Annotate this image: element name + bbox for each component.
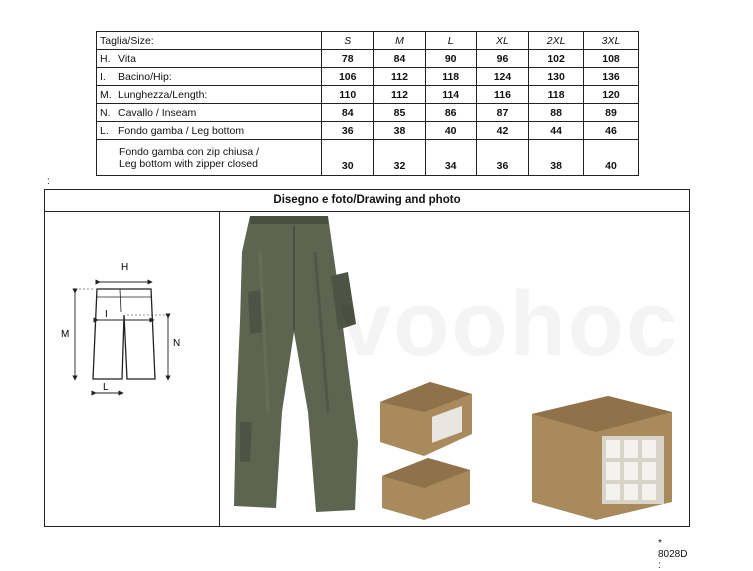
table-cell: 34 (425, 140, 476, 176)
table-cell: 136 (584, 68, 639, 86)
product-code: * 8028D : (658, 538, 688, 571)
table-row (97, 122, 639, 140)
row-label (97, 86, 322, 104)
row-label (97, 122, 322, 140)
table-cell: 106 (322, 68, 374, 86)
label-m: M (61, 329, 70, 340)
table-cell: 88 (529, 104, 584, 122)
row-index: N. (100, 106, 111, 119)
size-header: S (322, 32, 374, 50)
table-row (97, 86, 639, 104)
table-cell: 30 (322, 140, 374, 176)
section-title: Disegno e foto/Drawing and photo (45, 190, 689, 212)
size-table (96, 31, 639, 176)
table-cell: 118 (529, 86, 584, 104)
table-cell: 124 (476, 68, 528, 86)
table-cell: 46 (584, 122, 639, 140)
table-cell: 40 (425, 122, 476, 140)
row-index: M. (100, 88, 112, 101)
row-index: H. (100, 52, 111, 65)
row-name: Cavallo / Inseam (118, 106, 197, 119)
table-cell: 44 (529, 122, 584, 140)
table-cell: 102 (529, 50, 584, 68)
pants-measure-diagram (45, 212, 219, 527)
table-header-row (97, 32, 639, 50)
table-row (97, 104, 639, 122)
table-cell: 42 (476, 122, 528, 140)
table-row (97, 68, 639, 86)
table-cell: 118 (425, 68, 476, 86)
table-cell: 120 (584, 86, 639, 104)
row-name: Lunghezza/Length: (118, 88, 208, 101)
stray-colon: : (47, 176, 50, 187)
display-carton (532, 396, 672, 520)
single-box-bottom (382, 458, 470, 520)
table-cell: 87 (476, 104, 528, 122)
table-cell: 36 (476, 140, 528, 176)
label-l: L (103, 382, 109, 393)
table-cell: 40 (584, 140, 639, 176)
table-cell: 78 (322, 50, 374, 68)
drawing-photo-section (44, 189, 690, 571)
table-cell: 116 (476, 86, 528, 104)
row-label (97, 140, 322, 176)
size-header: XL (476, 32, 528, 50)
label-h: H (121, 262, 129, 273)
table-cell: 108 (584, 50, 639, 68)
table-cell: 84 (374, 50, 425, 68)
header-label: Taglia/Size: (97, 32, 322, 50)
table-cell: 38 (374, 122, 425, 140)
table-cell: 112 (374, 86, 425, 104)
row-index: I. (100, 70, 106, 83)
technical-drawing (45, 212, 219, 527)
table-cell: 90 (425, 50, 476, 68)
table-cell: 85 (374, 104, 425, 122)
table-cell: 110 (322, 86, 374, 104)
size-header: 2XL (529, 32, 584, 50)
pants-photo (234, 216, 358, 512)
row-index: L. (100, 124, 109, 137)
table-row (97, 50, 639, 68)
row-name-line1: Fondo gamba con zip chiusa / (119, 145, 260, 158)
table-cell: 32 (374, 140, 425, 176)
table-cell: 96 (476, 50, 528, 68)
size-header: 3XL (584, 32, 639, 50)
table-cell: 36 (322, 122, 374, 140)
size-header: M (374, 32, 425, 50)
single-box-top (380, 382, 472, 456)
row-name-line2: Leg bottom with zipper closed (119, 157, 258, 170)
table-cell: 84 (322, 104, 374, 122)
product-photos (220, 212, 690, 527)
table-row (97, 140, 639, 176)
row-label (97, 68, 322, 86)
row-label (97, 50, 322, 68)
product-photo-area (220, 212, 690, 571)
row-label (97, 104, 322, 122)
table-cell: 89 (584, 104, 639, 122)
label-i: I (105, 309, 108, 320)
table-cell: 114 (425, 86, 476, 104)
row-name: Fondo gamba / Leg bottom (118, 124, 245, 137)
row-name: Vita (118, 52, 136, 65)
label-n: N (173, 338, 181, 349)
table-cell: 38 (529, 140, 584, 176)
table-cell: 112 (374, 68, 425, 86)
size-header: L (425, 32, 476, 50)
table-cell: 130 (529, 68, 584, 86)
row-name: Bacino/Hip: (118, 70, 172, 83)
table-cell: 86 (425, 104, 476, 122)
